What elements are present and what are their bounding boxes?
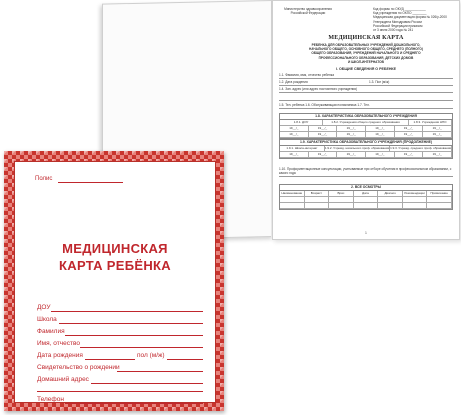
header-left-line: Министерство здравоохранения (284, 7, 332, 11)
table-cell (305, 203, 330, 209)
subtitle-line: И ШКОЛ-ИНТЕРНАТОВ (348, 59, 384, 64)
table-caption: 1.9. ХАРАКТЕРИСТИКА ОБРАЗОВАТЕЛЬНОГО УЧРЕЖДЕНИЯ (ПРОДОЛЖЕНИЕ) (280, 140, 452, 146)
table-col-header: 1.9.3. Учрежд. среднего проф. образования (390, 146, 451, 150)
table-col-header: Рекомендации (403, 191, 428, 197)
field-birth-date: Дата рождения (37, 352, 83, 359)
form-note: 1.10. Профориентационные консультации, учитываемые при отборе обучения в профессиональном образовании, с какого года (279, 167, 452, 175)
table-row (280, 132, 452, 138)
table-cell: 19__/_ (337, 126, 366, 132)
table-institution-cont (279, 139, 453, 159)
field-dou: ДОУ (37, 304, 51, 311)
table-row (280, 203, 452, 209)
table-col-header: Возраст (305, 191, 330, 197)
table-col-header: 1.9.2. Учрежд. начального проф. образования (324, 146, 390, 150)
cover-panel (14, 161, 216, 403)
form-row-text: 1.2. Дата рождения (279, 80, 308, 84)
table-cell: 19__/_ (309, 152, 338, 158)
form-subtitle (283, 43, 449, 64)
form-row: 1.4. Зан. адрес (или адрес постоянного учреждения) (279, 87, 453, 93)
field-line (65, 403, 203, 404)
table-cell: 19__/_ (395, 126, 424, 132)
polis-label: Полис (35, 176, 53, 182)
field-line (59, 323, 203, 324)
table-cell: 19__/_ (395, 132, 424, 138)
table-col-header: 1.9.1. Школа-интернат (280, 146, 325, 152)
field-phone: Телефон (37, 396, 64, 403)
field-sex: пол (м/ж) (137, 352, 165, 359)
cover-title-line: КАРТА РЕБЁНКА (59, 258, 171, 273)
header-right-line: Российской Федерации приказом (373, 23, 423, 28)
table-cell: 19__/_ (309, 126, 338, 132)
table-cell: 19__/_ (423, 126, 452, 132)
table-cell: 19__/_ (337, 132, 366, 138)
field-line (80, 347, 203, 348)
header-right-line: Код формы по ОКУД ____________ (373, 7, 426, 11)
table-cell: 19__/_ (366, 126, 395, 132)
field-address: Домашний адрес (37, 376, 89, 383)
table-col-header: Примечание (427, 191, 452, 197)
field-birth-certificate: Свидетельство о рождении (37, 364, 120, 371)
cover-title (15, 240, 215, 274)
form-row (279, 95, 453, 101)
header-right-line: Утверждена Минздравом России (373, 19, 422, 24)
table-cell (403, 203, 428, 209)
subtitle-line: ПРОФЕССИОНАЛЬНОГО ОБРАЗОВАНИЯ, ДЕТСКИХ ДОМОВ (318, 55, 414, 60)
cover-title-line: МЕДИЦИНСКАЯ (62, 241, 168, 256)
table-cell: 19__/_ (280, 152, 309, 158)
form-row (279, 80, 453, 86)
table-caption: 1.8. ХАРАКТЕРИСТИКА ОБРАЗОВАТЕЛЬНОГО УЧРЕЖДЕНИЯ (280, 114, 452, 120)
field-line (85, 359, 135, 360)
polis-line (58, 182, 123, 183)
booklet-cover (4, 151, 224, 411)
form-page (272, 0, 460, 240)
subtitle-line: НАЧАЛЬНОГО ОБЩЕГО, ОСНОВНОГО ОБЩЕГО, СРЕДНЕГО (ПОЛНОГО) (309, 47, 423, 52)
form-title: МЕДИЦИНСКАЯ КАРТА (328, 35, 404, 41)
field-line (91, 383, 203, 384)
header-left-line: Российской Федерации (290, 11, 326, 16)
table-col-header: Наименование (280, 191, 305, 197)
table-cell: 19__/_ (366, 152, 395, 158)
subtitle-line: ОБЩЕГО ОБРАЗОВАНИЯ, УЧРЕЖДЕНИЙ НАЧАЛЬНОГО И СРЕДНЕГО (311, 51, 421, 56)
table-cell (329, 203, 354, 209)
subtitle-line: РЕБЕНКА ДЛЯ ОБРАЗОВАТЕЛЬНЫХ УЧРЕЖДЕНИЙ ДОШКОЛЬНОГО, (311, 43, 421, 47)
field-line (117, 371, 203, 372)
field-name-patronymic: Имя, отчество (37, 340, 80, 347)
table-col-header: 1.8.3. Учреждения НПО (409, 120, 452, 126)
section-general-info: I. ОБЩИЕ СВЕДЕНИЯ О РЕБЕНКЕ (335, 67, 397, 71)
table-col-header: Врач (329, 191, 354, 197)
table-cell (378, 203, 403, 209)
field-line (51, 311, 203, 312)
table-cell: 19__/_ (366, 132, 395, 138)
field-school: Школа (37, 316, 57, 323)
field-line (37, 391, 203, 392)
table-col-header: Дата (354, 191, 379, 197)
form-row: 1.1. Фамилия, имя, отчество ребенка (279, 73, 453, 79)
table-row (280, 152, 452, 158)
table-cell (280, 203, 305, 209)
field-line (167, 359, 203, 360)
table-cell: 19__/_ (337, 152, 366, 158)
table-cell (427, 203, 452, 209)
table-cell: 19__/_ (309, 132, 338, 138)
header-right-line: от 3 июля 2000 года № 241 (373, 28, 414, 33)
form-row: 1.5. Тел. ребенка 1.6. Обслуживающая поликлиника 1.7. Тел. (279, 103, 453, 109)
table-cell: 19__/_ (395, 152, 424, 158)
table-col-header: 1.8.1. ДОУ (280, 120, 323, 126)
field-line (65, 335, 203, 336)
table-cell: 19__/_ (280, 132, 309, 138)
table-col-header: 1.8.2. Учреждения общего среднего образования (323, 120, 409, 126)
form-header-left (279, 7, 337, 15)
form-row-text: 1.3. Пол (м/ж) (369, 80, 390, 84)
page-number: 1 (365, 231, 367, 235)
table-examinations (279, 184, 453, 210)
header-right-line: Код учреждения по ОКПО ________ (373, 11, 427, 16)
table-caption: 2. ВСЕ ОСМОТРЫ (280, 185, 452, 191)
table-cell: 19__/_ (423, 132, 452, 138)
table-col-header: Диагноз (378, 191, 403, 197)
table-cell: 19__/_ (280, 126, 309, 132)
table-cell (354, 203, 379, 209)
table-cell: 19__/_ (423, 152, 452, 158)
field-surname: Фамилия (37, 328, 65, 335)
header-right-line: Медицинская документация форма № 026/у-2000 (373, 15, 447, 20)
table-institution (279, 113, 453, 139)
form-header-right (373, 7, 457, 32)
